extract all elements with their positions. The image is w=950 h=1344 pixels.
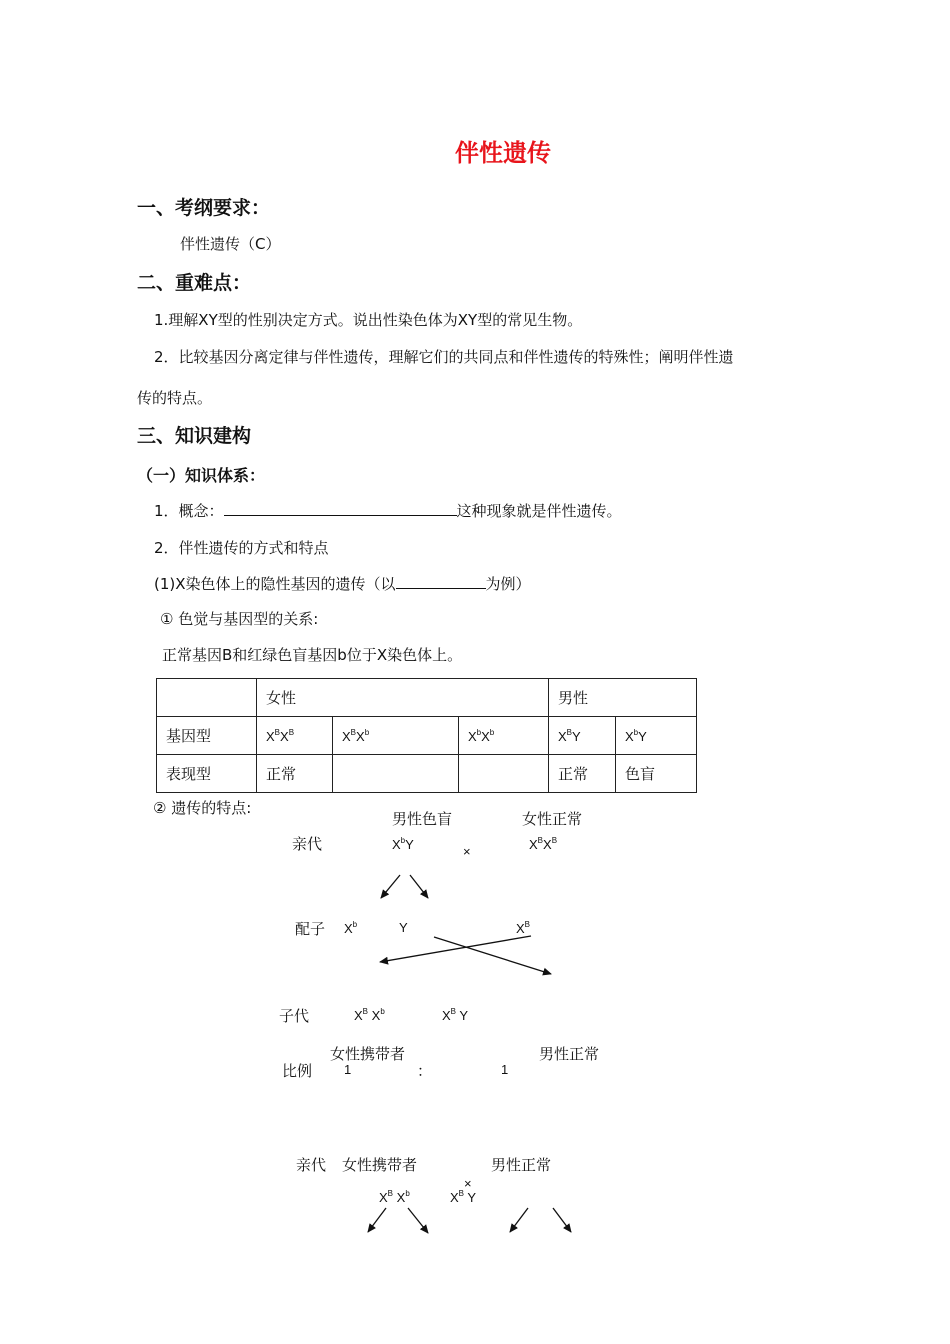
- cross1-ratio-2: 1: [501, 1062, 509, 1077]
- cross2-parent-label: 亲代: [296, 1156, 327, 1174]
- cross1-offspring-female-genotype: $X^B$ $X^b$: [354, 1007, 385, 1023]
- arrow-cross-to-female: [380, 936, 531, 962]
- cross1-ratio-label: 比例: [282, 1062, 313, 1080]
- key-point-1: 1.理解XY型的性别决定方式。说出性染色体为XY型的常见生物。: [154, 311, 583, 329]
- section-heading-knowledge: 三、知识建构: [137, 425, 252, 447]
- genotype-cell: $X^BY$: [549, 717, 616, 755]
- item-2: 2．伴性遗传的方式和特点: [154, 539, 329, 557]
- genotype-cell: $X^BX^b$: [333, 717, 459, 755]
- genotype-cell: $X^bX^b$: [459, 717, 549, 755]
- cross1-male-label: 男性色盲: [392, 810, 453, 828]
- arrow-cross2-1: [368, 1208, 386, 1232]
- cross1-male-genotype: $X^bY$: [392, 836, 414, 852]
- concept-prefix: 1．概念：: [154, 502, 224, 520]
- genotype-cell: $X^bY$: [616, 717, 697, 755]
- arrow-cross2-3: [510, 1208, 528, 1232]
- section-heading-key-points: 二、重难点：: [137, 272, 252, 294]
- phenotype-cell: 色盲: [616, 755, 697, 793]
- key-point-2b: 传的特点。: [137, 389, 213, 407]
- syllabus-item: 伴性遗传（C）: [180, 235, 281, 253]
- arrow-cross2-4: [553, 1208, 571, 1232]
- female-header: 女性: [257, 679, 549, 717]
- cross2-male-label: 男性正常: [491, 1156, 552, 1174]
- arrow-cross2-2: [408, 1208, 428, 1233]
- cross2-female-genotype: $X^B$ $X^b$: [379, 1189, 410, 1205]
- arrow-parent-to-gamete-right: [410, 875, 428, 898]
- cross1-ratio-colon: ：: [417, 1062, 433, 1080]
- cross1-offspring-label: 子代: [279, 1007, 310, 1025]
- cross2-times-sign: ×: [464, 1176, 472, 1191]
- male-header: 男性: [549, 679, 697, 717]
- inheritance-feature-heading: ② 遗传的特点:: [153, 799, 252, 817]
- genotype-row-label: 基因型: [157, 717, 257, 755]
- page-title: 伴性遗传: [455, 139, 551, 167]
- cross1-gamete-xb-capital: $X^B$: [516, 920, 531, 936]
- concept-suffix: 这种现象就是伴性遗传。: [456, 502, 622, 520]
- cross1-gamete-xb-small: $X^b$: [344, 920, 358, 936]
- cross1-gamete-label: 配子: [295, 920, 326, 938]
- key-point-2a: 2．比较基因分离定律与伴性遗传，理解它们的共同点和伴性遗传的特殊性；阐明伴性遗: [154, 348, 734, 366]
- cross1-offspring-female-phenotype: 女性携带者: [330, 1045, 406, 1063]
- cross1-offspring-male-phenotype: 男性正常: [539, 1045, 600, 1063]
- relation-heading: ① 色觉与基因型的关系:: [160, 610, 319, 628]
- section-heading-syllabus: 一、考纲要求：: [137, 197, 271, 219]
- cross1-female-label: 女性正常: [522, 810, 583, 828]
- phenotype-cell: 正常: [549, 755, 616, 793]
- item-3-suffix: 为例）: [485, 575, 531, 593]
- cross2-male-genotype: $X^B$ Y: [450, 1189, 477, 1205]
- cross1-parent-label: 亲代: [292, 835, 323, 853]
- cross1-gamete-y: Y: [399, 920, 408, 935]
- cross1-ratio-1: 1: [344, 1062, 352, 1077]
- phenotype-cell: 正常: [257, 755, 333, 793]
- cross1-female-genotype: $X^BX^B$: [529, 836, 558, 852]
- arrow-parent-to-gamete-left: [381, 875, 400, 898]
- cross1-times-sign: ×: [463, 844, 471, 859]
- cross1-offspring-male-genotype: $X^B$ Y: [442, 1007, 469, 1023]
- item-3-prefix: (1)X染色体上的隐性基因的遗传（以: [154, 575, 396, 593]
- phenotype-row-label: 表现型: [157, 755, 257, 793]
- subsection-heading: （一）知识体系：: [137, 466, 266, 485]
- genotype-cell: $X^BX^B$: [257, 717, 333, 755]
- genes-statement: 正常基因B和红绿色盲基因b位于X染色体上。: [162, 646, 463, 664]
- cross2-female-label: 女性携带者: [342, 1156, 418, 1174]
